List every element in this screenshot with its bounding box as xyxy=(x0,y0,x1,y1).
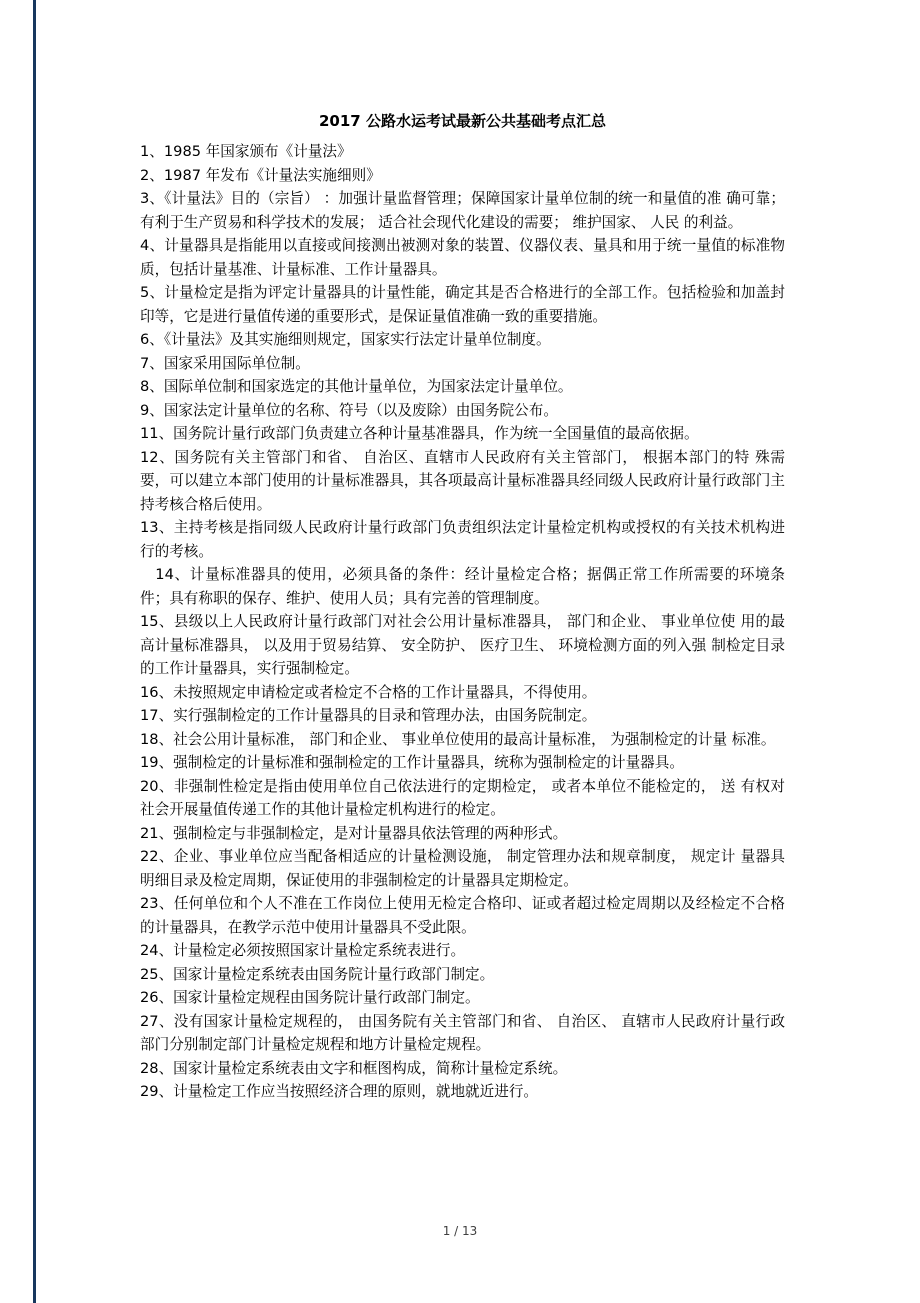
paragraph: 11、国务院计量行政部门负责建立各种计量基准器具，作为统一全国量值的最高依据。 xyxy=(140,425,699,442)
paragraph: 14、计量标准器具的使用，必须具备的条件：经计量检定合格；据偶正常工作所需要的环境条件；具有称职的保存、维护、使用人员；具有完善的管理制度。 xyxy=(140,566,785,607)
paragraph: 19、强制检定的计量标准和强制检定的工作计量器具，统称为强制检定的计量器具。 xyxy=(140,754,684,771)
paragraph: 3、《计量法》目的（宗旨） ：加强计量监督管理；保障国家计量单位制的统一和量值的准 确可靠；有利于生产贸易和科学技术的发展； 适合社会现代化建设的需要； 维护国家、 人民 的利益。 xyxy=(140,190,785,231)
paragraph: 17、实行强制检定的工作计量器具的目录和管理办法，由国务院制定。 xyxy=(140,707,597,724)
left-edge-line xyxy=(33,0,36,1303)
paragraph: 8、国际单位制和国家选定的其他计量单位，为国家法定计量单位。 xyxy=(140,378,573,395)
paragraph: 2、1987 年发布《计量法实施细则》 xyxy=(140,166,381,184)
paragraph: 5、计量检定是指为评定计量器具的计量性能，确定其是否合格进行的全部工作。包括检验和加盖封印等，它是进行量值传递的重要形式，是保证量值准确一致的重要措施。 xyxy=(140,284,785,325)
paragraph: 16、未按照规定申请检定或者检定不合格的工作计量器具，不得使用。 xyxy=(140,683,597,701)
paragraph: 9、国家法定计量单位的名称、符号（以及废除）由国务院公布。 xyxy=(140,401,558,419)
paragraph: 12、国务院有关主管部门和省、 自治区、直辖市人民政府有关主管部门， 根据本部门的特 殊需要，可以建立本部门使用的计量标准器具，其各项最高计量标准器具经同级人民政府计量行政部门主持考核合格后使用。 xyxy=(140,448,785,513)
paragraph: 1、1985 年国家颁布《计量法》 xyxy=(140,143,352,160)
paragraph: 18、社会公用计量标准， 部门和企业、 事业单位使用的最高计量标准， 为强制检定的计量 标准。 xyxy=(140,730,776,748)
paragraph: 24、计量检定必须按照国家计量检定系统表进行。 xyxy=(140,942,466,959)
paragraph: 15、县级以上人民政府计量行政部门对社会公用计量标准器具， 部门和企业、 事业单位使 用的最高计量标准器具， 以及用于贸易结算、 安全防护、 医疗卫生、 环境检测方面的列入强 制检定目录的工作计量器具，实行强制检定。 xyxy=(140,613,785,677)
paragraph: 28、国家计量检定系统表由文字和框图构成，简称计量检定系统。 xyxy=(140,1059,568,1077)
paragraph: 22、企业、事业单位应当配备相适应的计量检测设施， 制定管理办法和规章制度， 规定计 量器具明细目录及检定周期，保证使用的非强制检定的计量器具定期检定。 xyxy=(140,848,785,889)
page-number: 1 / 13 xyxy=(442,1224,478,1238)
paragraph: 21、强制检定与非强制检定，是对计量器具依法管理的两种形式。 xyxy=(140,824,568,842)
paragraph: 4、计量器具是指能用以直接或间接测出被测对象的装置、仪器仪表、量具和用于统一量值的标准物质，包括计量基准、计量标准、工作计量器具。 xyxy=(140,237,785,278)
document-title: 2017 公路水运考试最新公共基础考点汇总 xyxy=(319,112,606,130)
paragraph: 20、非强制性检定是指由使用单位自己依法进行的定期检定， 或者本单位不能检定的， 送 有权对社会开展量值传递工作的其他计量检定机构进行的检定。 xyxy=(140,777,785,818)
paragraph: 13、主持考核是指同级人民政府计量行政部门负责组织法定计量检定机构或授权的有关技术机构进行的考核。 xyxy=(140,519,785,560)
paragraph: 27、没有国家计量检定规程的， 由国务院有关主管部门和省、 自治区、 直辖市人民政府计量行政部门分别制定部门计量检定规程和地方计量检定规程。 xyxy=(140,1012,785,1053)
paragraph: 26、国家计量检定规程由国务院计量行政部门制定。 xyxy=(140,989,480,1006)
document-body xyxy=(140,140,785,1104)
paragraph: 25、国家计量检定系统表由国务院计量行政部门制定。 xyxy=(140,965,495,983)
paragraph: 23、任何单位和个人不准在工作岗位上使用无检定合格印、证或者超过检定周期以及经检定不合格的计量器具，在教学示范中使用计量器具不受此限。 xyxy=(140,895,785,936)
paragraph: 7、国家采用国际单位制。 xyxy=(140,354,310,372)
paragraph: 6、《计量法》及其实施细则规定，国家实行法定计量单位制度。 xyxy=(140,331,551,348)
paragraph: 29、计量检定工作应当按照经济合理的原则，就地就近进行。 xyxy=(140,1083,539,1100)
document-content xyxy=(140,110,785,1104)
